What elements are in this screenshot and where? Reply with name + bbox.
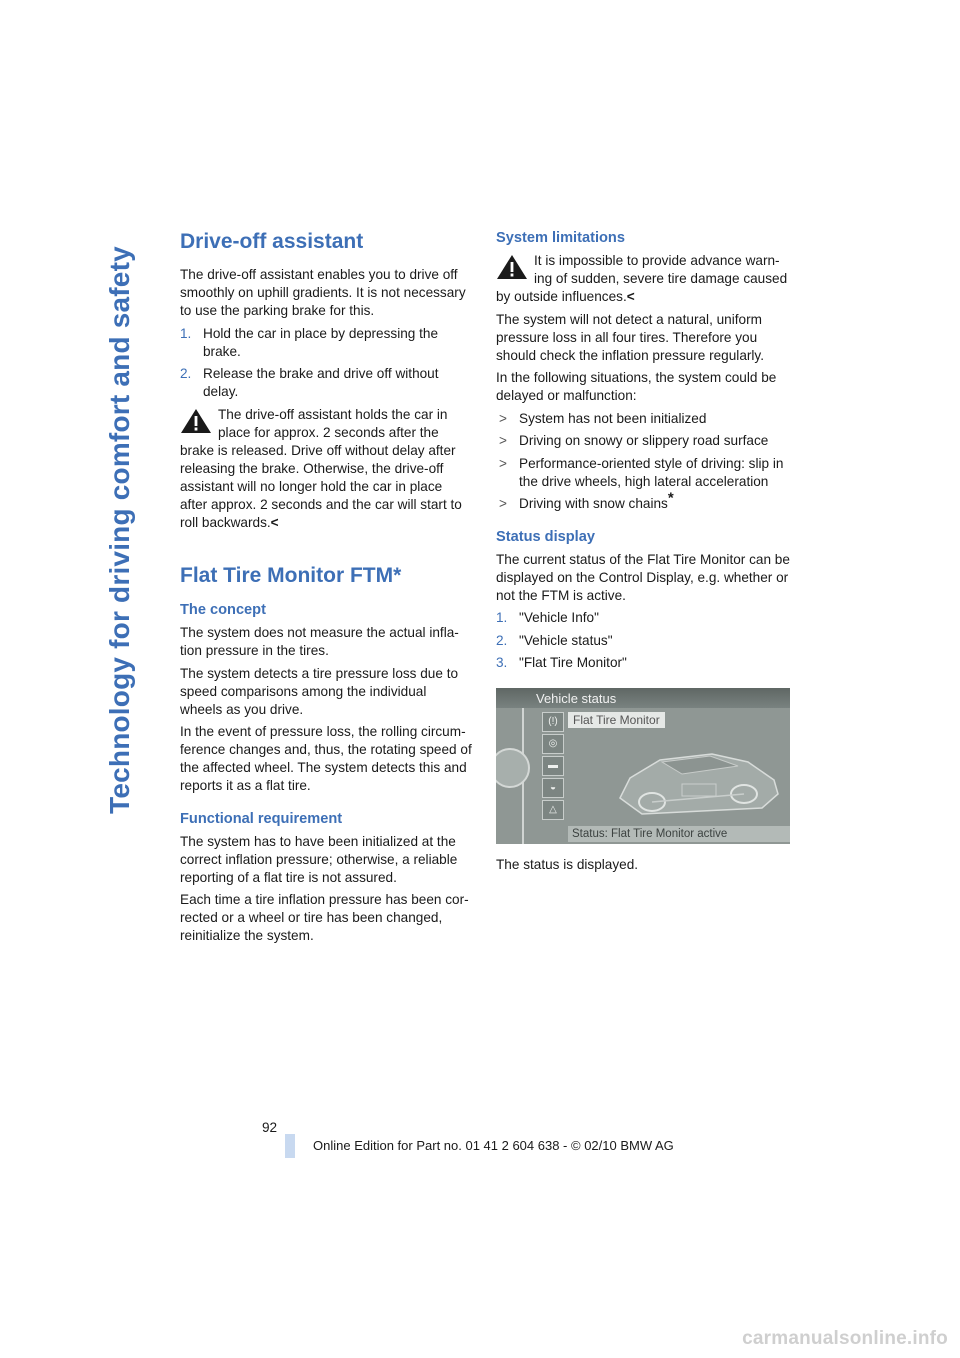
- drive-off-warning: [180, 406, 472, 532]
- heading-functional-requirement: Functional requirement: [180, 810, 343, 827]
- left-column: [180, 228, 472, 950]
- warning-text: The drive-off assistant holds the car in place for approx. 2 seconds after the brake is released. Drive off without delay after releasing the brake. Otherwise, the drive-off assistant will no longer hold the car in place after approx. 2 seconds and the car will start to roll backwards.: [180, 406, 462, 530]
- page-number: 92: [262, 1120, 278, 1135]
- bullet-text: Driving on snowy or slippery road surface: [519, 433, 769, 448]
- bullet-mark: >: [499, 433, 507, 448]
- end-mark: <: [270, 514, 279, 530]
- control-display-screenshot: [496, 688, 790, 844]
- screen-status-line: Status: Flat Tire Monitor active: [568, 826, 790, 842]
- bullet-mark: >: [499, 496, 507, 511]
- heading-status-display: Status display: [496, 528, 595, 545]
- car-illustration-icon: [612, 732, 782, 824]
- car-icon: ◒: [542, 778, 564, 798]
- screen-header-title: Vehicle status: [536, 691, 617, 706]
- limits-paragraph-2: In the following situations, the system could be delayed or malfunction:: [496, 370, 777, 403]
- side-section-title-text: Technology for driving comfort and safety: [104, 246, 135, 814]
- service-icon: ◎: [542, 734, 564, 754]
- watermark-text: carmanualsonline.info: [742, 1328, 948, 1349]
- limits-bullet-3: [496, 455, 792, 491]
- heading-system-limitations: System limitations: [496, 230, 625, 246]
- bullet-mark: >: [499, 455, 507, 471]
- limits-bullet-1: [496, 410, 792, 428]
- warning-triangle-icon: △: [542, 800, 564, 820]
- step-number: 1.: [180, 325, 192, 341]
- drive-off-step-1: [180, 325, 472, 361]
- heading-drive-off-assistant: Drive-off assistant: [180, 230, 364, 253]
- optional-equipment-asterisk: *: [667, 489, 674, 507]
- limits-warning: [496, 252, 792, 306]
- footer-accent-bar: [285, 1134, 295, 1158]
- step-number: 2.: [496, 632, 508, 648]
- heading-flat-tire-monitor: Flat Tire Monitor FTM*: [180, 564, 402, 587]
- status-intro: The current status of the Flat Tire Monitor can be displayed on the Control Display, e.g. whether or not the FTM is active.: [496, 551, 790, 603]
- status-caption: The status is displayed.: [496, 857, 639, 872]
- side-section-title: [100, 230, 140, 830]
- step-text: Hold the car in place by depressing the brake.: [203, 325, 439, 359]
- step-number: 3.: [496, 655, 508, 670]
- tire-pressure-icon: (!): [542, 712, 564, 732]
- bullet-text: System has not been initialized: [519, 410, 707, 426]
- step-text: Release the brake and drive off without delay.: [203, 366, 439, 399]
- oil-can-icon: ▬: [542, 756, 564, 776]
- screen-menu-label: Flat Tire Monitor: [568, 712, 665, 728]
- step-number: 2.: [180, 366, 192, 381]
- bullet-text: Driving with snow chains: [519, 496, 668, 511]
- limits-bullet-2: [496, 432, 792, 450]
- bullet-mark: >: [499, 410, 507, 426]
- step-number: 1.: [496, 610, 508, 625]
- step-text: "Vehicle status": [519, 632, 613, 648]
- bullet-text: Performance-oriented style of driving: slip in the drive wheels, high lateral acceleration: [519, 455, 784, 489]
- step-text: "Flat Tire Monitor": [519, 655, 627, 670]
- end-mark: <: [626, 289, 635, 304]
- status-step-3: [496, 654, 792, 672]
- warning-triangle-icon: [496, 254, 528, 280]
- status-step-2: [496, 632, 792, 650]
- footer-edition-text: Online Edition for Part no. 01 41 2 604 638 - © 02/10 BMW AG: [313, 1138, 674, 1153]
- warning-text: It is impossible to provide advance warn-ing of sudden, severe tire damage caused by outside influences.: [496, 253, 788, 304]
- drive-off-intro: The drive-off assistant enables you to drive off smoothly on uphill gradients. It is not necessary to use the parking brake for this.: [180, 267, 466, 318]
- step-text: "Vehicle Info": [519, 610, 599, 625]
- requirement-paragraph-2: Each time a tire inflation pressure has been cor-rected or a wheel or tire has been changed, reinitialize the system.: [180, 892, 469, 943]
- concept-paragraph-3: In the event of pressure loss, the rolling circum-ference changes and, thus, the rotating speed of the affected wheel. The system detects this and reports it as a flat tire.: [180, 724, 472, 793]
- concept-paragraph-1: The system does not measure the actual infla-tion pressure in the tires.: [180, 625, 459, 658]
- drive-off-step-2: [180, 365, 472, 401]
- status-step-1: [496, 609, 792, 627]
- controller-dial-icon: [496, 748, 530, 788]
- concept-paragraph-2: The system detects a tire pressure loss due to speed comparisons among the individual wheels as you drive.: [180, 665, 459, 717]
- limits-paragraph-1: The system will not detect a natural, uniform pressure loss in all four tires. Therefore you should check the inflation pressure regularly.: [496, 311, 764, 363]
- heading-the-concept: The concept: [180, 602, 266, 618]
- requirement-paragraph-1: The system has to have been initialized at the correct inflation pressure; otherwise, a reliable reporting of a flat tire is not assured.: [180, 833, 458, 885]
- right-column: [496, 228, 792, 879]
- limits-bullet-4: [496, 489, 792, 513]
- warning-triangle-icon: [180, 408, 212, 434]
